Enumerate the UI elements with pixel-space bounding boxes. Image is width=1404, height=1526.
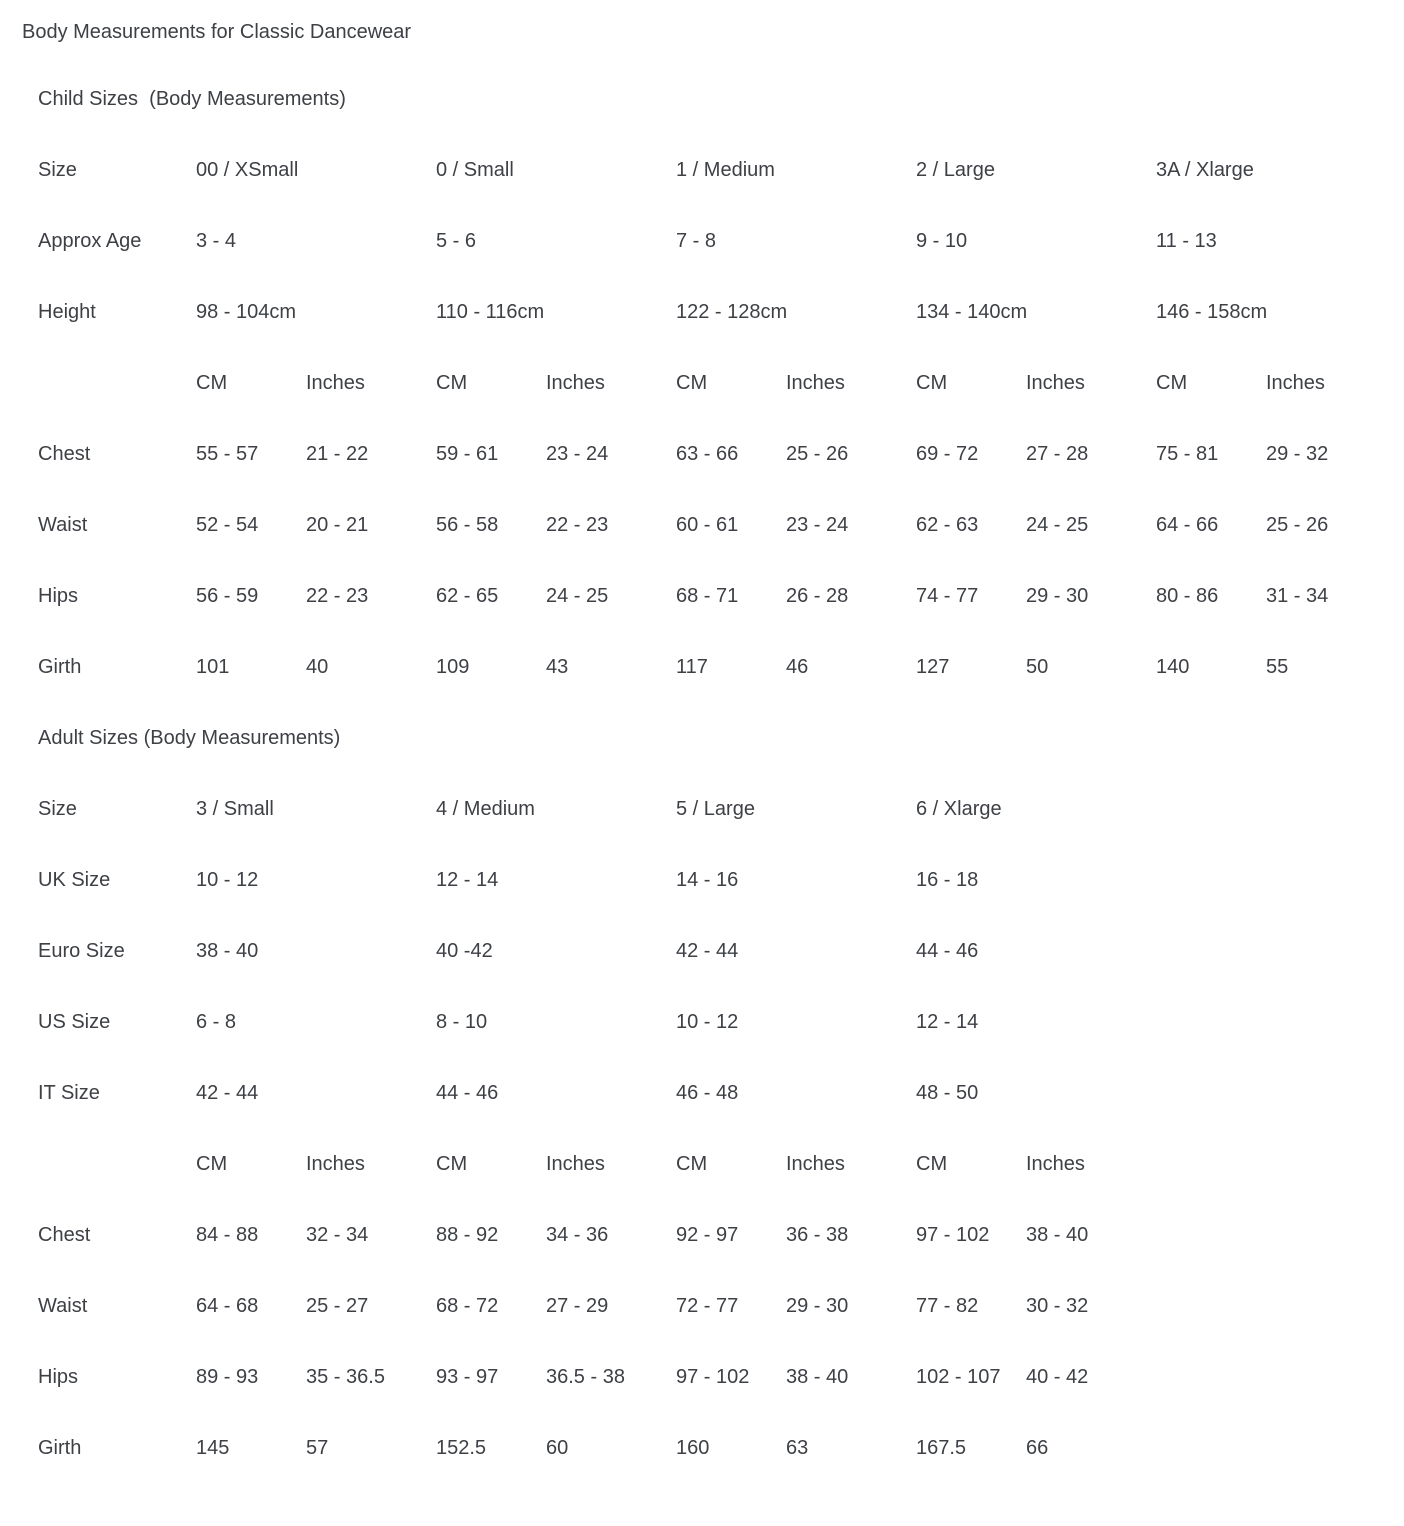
inches-value: 20 - 21: [306, 514, 369, 536]
table-row: [0, 490, 1404, 561]
inches-value: 29 - 30: [786, 1295, 849, 1317]
cm-value: 68 - 71: [676, 585, 739, 607]
table-row: [0, 1413, 1404, 1484]
inches-value: 23 - 24: [786, 514, 849, 536]
row-label: Chest: [38, 443, 91, 465]
size-value: 38 - 40: [196, 940, 259, 962]
inches-value: 35 - 36.5: [306, 1366, 385, 1388]
unit-header-row: [0, 348, 1404, 419]
cm-value: 152.5: [436, 1437, 487, 1459]
inches-value: 55: [1266, 656, 1289, 678]
size-value: 12 - 14: [436, 869, 499, 891]
size-value: 146 - 158cm: [1156, 301, 1268, 323]
inches-value: 27 - 28: [1026, 443, 1089, 465]
inches-value: 57: [306, 1437, 329, 1459]
cm-value: 160: [676, 1437, 710, 1459]
unit-header-cm: CM: [676, 372, 708, 394]
row-label: Hips: [38, 585, 79, 607]
inches-value: 22 - 23: [306, 585, 369, 607]
inches-value: 40 - 42: [1026, 1366, 1089, 1388]
adult-sizes-table: [0, 774, 1404, 1484]
cm-value: 93 - 97: [436, 1366, 499, 1388]
size-value: 110 - 116cm: [436, 301, 545, 323]
child-sizes-table: [0, 135, 1404, 703]
size-value: 0 / Small: [436, 159, 514, 181]
unit-header-inches: Inches: [1026, 1153, 1085, 1175]
row-label: Girth: [38, 656, 82, 678]
row-label: Euro Size: [38, 940, 125, 962]
unit-header-inches: Inches: [786, 372, 845, 394]
cm-value: 59 - 61: [436, 443, 499, 465]
page-title: Body Measurements for Classic Dancewear: [22, 20, 412, 43]
size-value: 5 - 6: [436, 230, 477, 252]
size-value: 3 / Small: [196, 798, 274, 820]
unit-header-cm: CM: [196, 1153, 228, 1175]
inches-value: 22 - 23: [546, 514, 609, 536]
inches-value: 50: [1026, 656, 1049, 678]
cm-value: 89 - 93: [196, 1366, 259, 1388]
row-label: Girth: [38, 1437, 82, 1459]
inches-value: 66: [1026, 1437, 1049, 1459]
inches-value: 46: [786, 656, 809, 678]
cm-value: 55 - 57: [196, 443, 259, 465]
size-value: 8 - 10: [436, 1011, 488, 1033]
adult-sizes-section: [0, 703, 1404, 1484]
unit-header-row: [0, 1129, 1404, 1200]
row-label: Size: [38, 798, 77, 820]
table-row: [0, 277, 1404, 348]
cm-value: 88 - 92: [436, 1224, 499, 1246]
cm-value: 84 - 88: [196, 1224, 259, 1246]
cm-value: 167.5: [916, 1437, 967, 1459]
cm-value: 62 - 65: [436, 585, 499, 607]
cm-value: 69 - 72: [916, 443, 979, 465]
inches-value: 26 - 28: [786, 585, 849, 607]
inches-value: 38 - 40: [1026, 1224, 1089, 1246]
cm-value: 77 - 82: [916, 1295, 979, 1317]
unit-header-cm: CM: [916, 1153, 948, 1175]
inches-value: 24 - 25: [1026, 514, 1089, 536]
inches-value: 31 - 34: [1266, 585, 1329, 607]
unit-header-cm: CM: [676, 1153, 708, 1175]
size-value: 6 - 8: [196, 1011, 237, 1033]
size-value: 11 - 13: [1156, 230, 1217, 252]
table-row: [0, 1200, 1404, 1271]
cm-value: 140: [1156, 656, 1190, 678]
cm-value: 64 - 66: [1156, 514, 1219, 536]
row-label: UK Size: [38, 869, 111, 891]
row-label: Size: [38, 159, 77, 181]
size-value: 40 -42: [436, 940, 493, 962]
child-sizes-heading: Child Sizes (Body Measurements): [38, 88, 346, 110]
inches-value: 25 - 27: [306, 1295, 369, 1317]
inches-value: 60: [546, 1437, 569, 1459]
row-label: US Size: [38, 1011, 111, 1033]
cm-value: 97 - 102: [916, 1224, 990, 1246]
size-value: 98 - 104cm: [196, 301, 297, 323]
size-value: 4 / Medium: [436, 798, 535, 820]
cm-value: 56 - 58: [436, 514, 499, 536]
size-value: 48 - 50: [916, 1082, 979, 1104]
cm-value: 80 - 86: [1156, 585, 1219, 607]
size-value: 00 / XSmall: [196, 159, 299, 181]
size-value: 122 - 128cm: [676, 301, 788, 323]
size-value: 6 / Xlarge: [916, 798, 1002, 820]
table-row: [0, 1271, 1404, 1342]
unit-header-cm: CM: [436, 1153, 468, 1175]
size-value: 46 - 48: [676, 1082, 739, 1104]
cm-value: 64 - 68: [196, 1295, 259, 1317]
inches-value: 21 - 22: [306, 443, 369, 465]
size-value: 3A / Xlarge: [1156, 159, 1254, 181]
cm-value: 117: [676, 656, 708, 678]
table-row: [0, 845, 1404, 916]
size-value: 14 - 16: [676, 869, 739, 891]
cm-value: 92 - 97: [676, 1224, 739, 1246]
table-row: [0, 1342, 1404, 1413]
size-value: 9 - 10: [916, 230, 968, 252]
adult-sizes-heading: Adult Sizes (Body Measurements): [38, 727, 341, 749]
size-value: 5 / Large: [676, 798, 755, 820]
inches-value: 38 - 40: [786, 1366, 849, 1388]
size-value: 134 - 140cm: [916, 301, 1028, 323]
size-value: 3 - 4: [196, 230, 237, 252]
table-row: [0, 632, 1404, 703]
inches-value: 32 - 34: [306, 1224, 369, 1246]
table-row: [0, 206, 1404, 277]
size-value: 44 - 46: [436, 1082, 499, 1104]
row-label: Hips: [38, 1366, 79, 1388]
size-value: 44 - 46: [916, 940, 979, 962]
unit-header-inches: Inches: [786, 1153, 845, 1175]
inches-value: 25 - 26: [786, 443, 849, 465]
cm-value: 68 - 72: [436, 1295, 499, 1317]
row-label: IT Size: [38, 1082, 100, 1104]
inches-value: 63: [786, 1437, 809, 1459]
unit-header-inches: Inches: [1026, 372, 1085, 394]
inches-value: 25 - 26: [1266, 514, 1329, 536]
inches-value: 40: [306, 656, 329, 678]
unit-header-inches: Inches: [306, 372, 365, 394]
cm-value: 74 - 77: [916, 585, 979, 607]
cm-value: 101: [196, 656, 230, 678]
unit-header-cm: CM: [436, 372, 468, 394]
cm-value: 127: [916, 656, 950, 678]
row-label: Waist: [38, 1295, 88, 1317]
unit-header-cm: CM: [916, 372, 948, 394]
table-row: [0, 774, 1404, 845]
table-row: [0, 419, 1404, 490]
row-label: Approx Age: [38, 230, 142, 252]
size-value: 12 - 14: [916, 1011, 979, 1033]
table-row: [0, 561, 1404, 632]
cm-value: 97 - 102: [676, 1366, 750, 1388]
row-label: Waist: [38, 514, 88, 536]
size-value: 10 - 12: [676, 1011, 739, 1033]
size-value: 2 / Large: [916, 159, 995, 181]
inches-value: 34 - 36: [546, 1224, 609, 1246]
cm-value: 75 - 81: [1156, 443, 1219, 465]
size-value: 42 - 44: [676, 940, 739, 962]
unit-header-inches: Inches: [1266, 372, 1325, 394]
inches-value: 29 - 30: [1026, 585, 1089, 607]
cm-value: 63 - 66: [676, 443, 739, 465]
size-value: 10 - 12: [196, 869, 259, 891]
unit-header-inches: Inches: [306, 1153, 365, 1175]
unit-header-inches: Inches: [546, 1153, 605, 1175]
row-label: Chest: [38, 1224, 91, 1246]
size-value: 16 - 18: [916, 869, 979, 891]
inches-value: 36.5 - 38: [546, 1366, 625, 1388]
table-row: [0, 916, 1404, 987]
size-value: 7 - 8: [676, 230, 717, 252]
cm-value: 72 - 77: [676, 1295, 739, 1317]
child-sizes-section: [0, 64, 1404, 703]
inches-value: 29 - 32: [1266, 443, 1329, 465]
unit-header-inches: Inches: [546, 372, 605, 394]
table-row: [0, 1058, 1404, 1129]
cm-value: 145: [196, 1437, 230, 1459]
cm-value: 62 - 63: [916, 514, 979, 536]
inches-value: 36 - 38: [786, 1224, 849, 1246]
row-label: Height: [38, 301, 96, 323]
cm-value: 60 - 61: [676, 514, 739, 536]
inches-value: 27 - 29: [546, 1295, 609, 1317]
size-value: 1 / Medium: [676, 159, 775, 181]
cm-value: 102 - 107: [916, 1366, 1001, 1388]
unit-header-cm: CM: [196, 372, 228, 394]
inches-value: 23 - 24: [546, 443, 609, 465]
cm-value: 109: [436, 656, 470, 678]
size-value: 42 - 44: [196, 1082, 259, 1104]
table-row: [0, 135, 1404, 206]
cm-value: 52 - 54: [196, 514, 259, 536]
inches-value: 43: [546, 656, 569, 678]
table-row: [0, 987, 1404, 1058]
cm-value: 56 - 59: [196, 585, 259, 607]
inches-value: 30 - 32: [1026, 1295, 1089, 1317]
unit-header-cm: CM: [1156, 372, 1188, 394]
inches-value: 24 - 25: [546, 585, 609, 607]
